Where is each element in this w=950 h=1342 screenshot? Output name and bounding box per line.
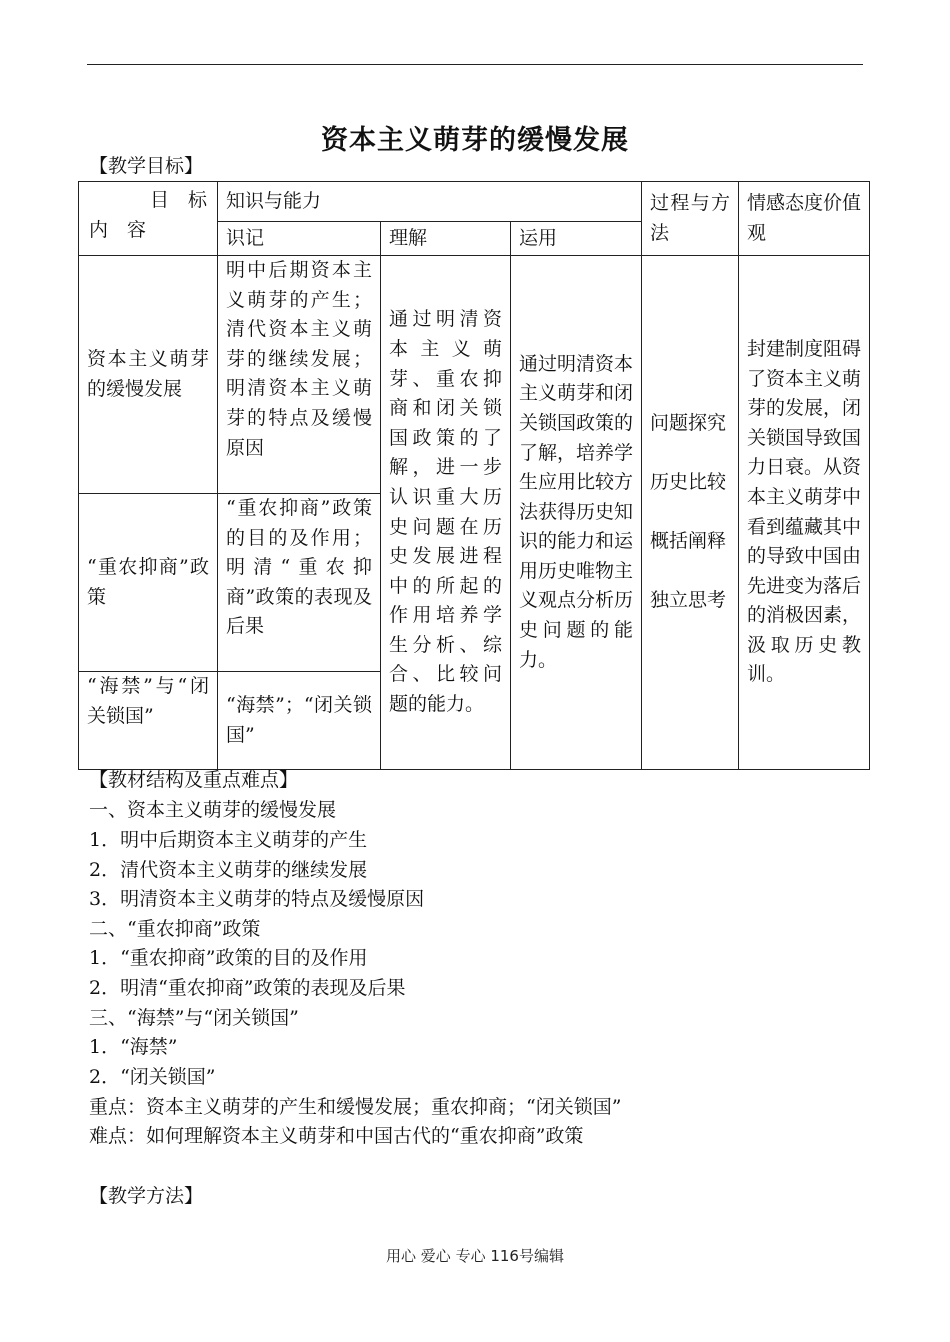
header-process: 过程与方法 bbox=[642, 182, 739, 256]
header-knowledge: 知识与能力 bbox=[218, 182, 642, 222]
outline-line: 2．清代资本主义萌芽的继续发展 bbox=[89, 859, 368, 881]
header-goal-label: 目 标 bbox=[149, 189, 207, 211]
structure-heading: 【教材结构及重点难点】 bbox=[89, 769, 299, 791]
outline-line: 1．明中后期资本主义萌芽的产生 bbox=[89, 829, 368, 851]
goals-heading: 【教学目标】 bbox=[89, 155, 204, 177]
row-content-cell bbox=[79, 256, 218, 494]
row-content-cell bbox=[79, 494, 218, 672]
header-goal-content bbox=[79, 182, 218, 256]
row-content: 资本主义萌芽的缓慢发展 bbox=[87, 347, 209, 400]
process-item: 独立思考 bbox=[650, 589, 727, 612]
key-points: 重点：资本主义萌芽的产生和缓慢发展；重农抑商；“闭关锁国” bbox=[89, 1096, 622, 1118]
row-content: “海禁”与“闭关锁国” bbox=[87, 675, 209, 727]
method-heading: 【教学方法】 bbox=[89, 1185, 204, 1207]
understand-cell bbox=[381, 256, 511, 770]
page-footer: 用心 爱心 专心 116号编辑 bbox=[386, 1247, 564, 1265]
emotion-text: 封建制度阻碍了资本主义萌芽的发展，闭关锁国导致国力日衰。从资本主义萌芽中看到蕴藏其中的导致中国由先进变为落后的消极因素，汲取历史教训。 bbox=[747, 337, 862, 686]
row-memorize: “重农抑商”政策的目的及作用；明清“重农抑商”政策的表现及后果 bbox=[226, 497, 372, 638]
header-emotion: 情感态度价值观 bbox=[739, 182, 870, 256]
header-apply: 运用 bbox=[511, 221, 642, 255]
apply-text: 通过明清资本主义萌芽和闭关锁国政策的了解，培养学生应用比较方法获得历史知识的能力和运用历史唯物主义观点分析历史问题的能力。 bbox=[519, 352, 634, 671]
header-understand: 理解 bbox=[381, 221, 511, 255]
row-memorize-cell bbox=[218, 672, 381, 770]
row-memorize-cell bbox=[218, 256, 381, 494]
row-memorize: 明中后期资本主义萌芽的产生；清代资本主义萌芽的继续发展；明清资本主义萌芽的特点及缓慢原因 bbox=[226, 259, 372, 459]
row-memorize: “海禁”；“闭关锁国” bbox=[226, 693, 372, 746]
process-cell bbox=[642, 256, 739, 770]
outline-line: 二、“重农抑商”政策 bbox=[89, 918, 261, 940]
process-item: 概括阐释 bbox=[650, 530, 727, 553]
objectives-table bbox=[78, 181, 870, 770]
emotion-cell bbox=[739, 256, 870, 770]
outline-line: 2．明清“重农抑商”政策的表现及后果 bbox=[89, 977, 406, 999]
row-content: “重农抑商”政策 bbox=[87, 555, 209, 608]
header-content-label: 内 容 bbox=[89, 218, 147, 241]
process-item: 问题探究 bbox=[650, 411, 727, 434]
apply-cell bbox=[511, 256, 642, 770]
header-rule bbox=[87, 64, 863, 65]
document-title: 资本主义萌芽的缓慢发展 bbox=[321, 125, 629, 156]
difficult-points: 难点：如何理解资本主义萌芽和中国古代的“重农抑商”政策 bbox=[89, 1125, 584, 1147]
header-memorize: 识记 bbox=[218, 221, 381, 255]
process-item: 历史比较 bbox=[650, 471, 727, 494]
outline-line: 一、资本主义萌芽的缓慢发展 bbox=[89, 799, 337, 821]
row-memorize-cell bbox=[218, 494, 381, 672]
outline-line: 3．明清资本主义萌芽的特点及缓慢原因 bbox=[89, 888, 425, 910]
outline-line: 三、“海禁”与“闭关锁国” bbox=[89, 1007, 299, 1029]
outline-line: 2．“闭关锁国” bbox=[89, 1066, 216, 1088]
row-content-cell bbox=[79, 672, 218, 770]
outline-line: 1．“重农抑商”政策的目的及作用 bbox=[89, 947, 368, 969]
outline-line: 1．“海禁” bbox=[89, 1036, 178, 1058]
understand-text: 通过明清资本主义萌芽、重农抑商和闭关锁国政策的了解，进一步认识重大历史问题在历史发展进程中的所起的作用培养学生分析、综合、比较问题的能力。 bbox=[389, 308, 502, 716]
